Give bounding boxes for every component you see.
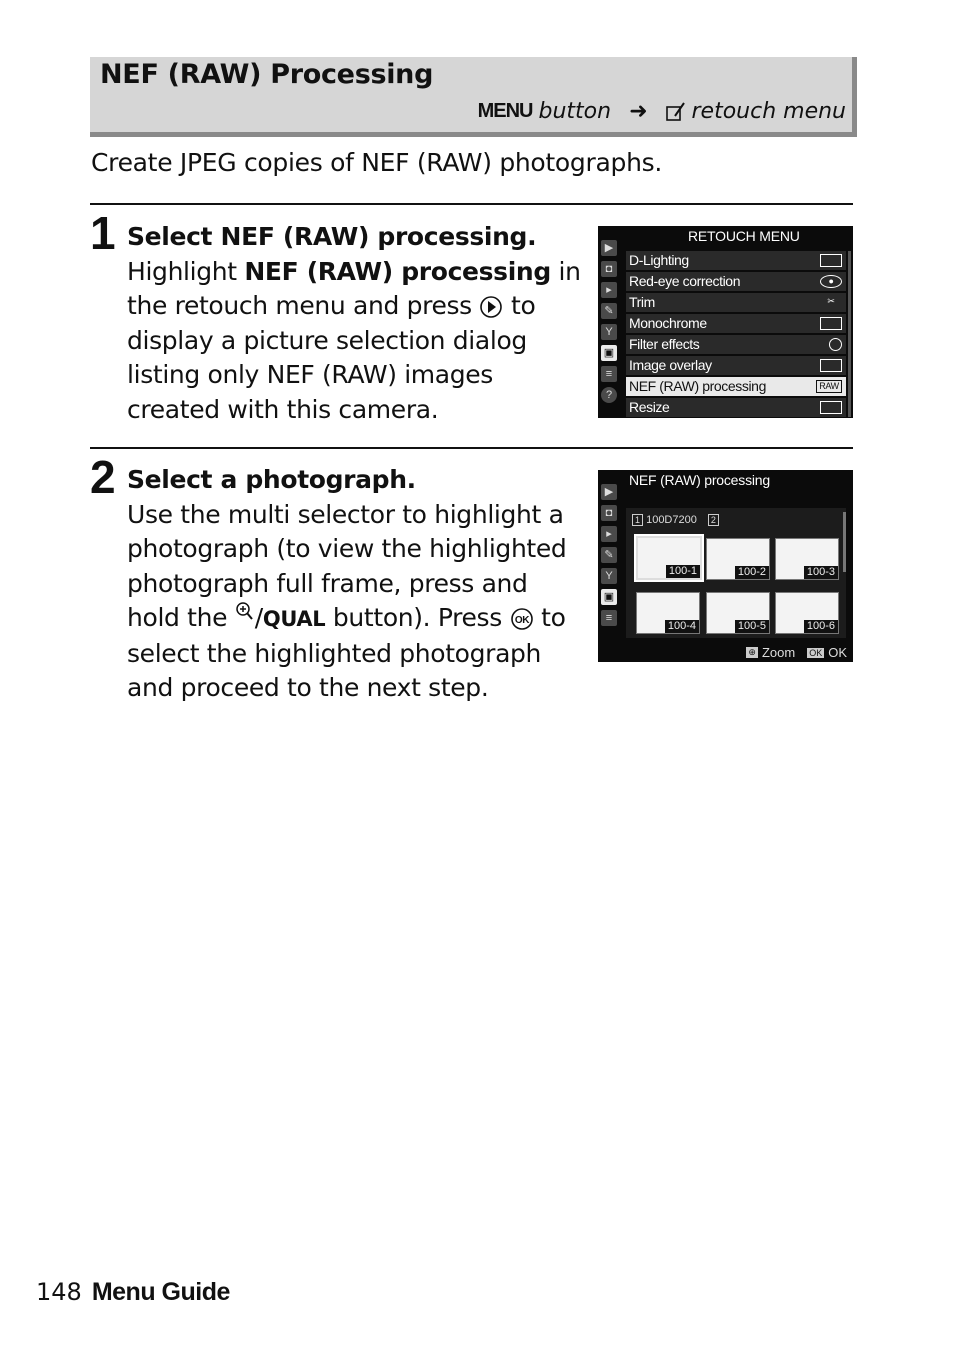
- thumbnail[interactable]: [775, 592, 839, 634]
- step-2-heading: Select a photograph.: [127, 465, 416, 494]
- menu-sidebar: [598, 240, 620, 418]
- menu-item-red-eye[interactable]: [626, 272, 846, 291]
- step-1-text: [127, 220, 587, 427]
- zoom-icon: ⊕: [748, 647, 756, 657]
- thumbnail-label: 100-2: [735, 566, 769, 579]
- thumbnail[interactable]: [775, 538, 839, 580]
- screen-title: RETOUCH MENU: [688, 228, 800, 244]
- ok-badge: OK: [809, 647, 823, 658]
- screen-title: NEF (RAW) processing: [629, 472, 770, 488]
- button-word: button: [538, 99, 612, 124]
- playback-icon: ▶: [601, 240, 617, 256]
- page-title: NEF (RAW) Processing: [100, 59, 434, 90]
- thumbnail[interactable]: [706, 592, 770, 634]
- step-2-text: Select a photograph. Use the multi selector to highlight a photograph (to view the highlighted photograph full frame, press and hold the /QUAL button). Press OK to select the highlighted photograph and proceed to the next step.: [127, 465, 567, 702]
- zoom-label: Zoom: [761, 645, 796, 660]
- retouch-menu-icon: [666, 102, 686, 122]
- camera-icon: ◘: [601, 261, 617, 277]
- menu-item-label: Trim: [629, 294, 655, 310]
- step-2-body-2: button). Press: [325, 603, 510, 632]
- step-1-body-bold: NEF (RAW) processing: [244, 256, 551, 286]
- folder-name: 100D7200: [646, 514, 697, 526]
- menu-item-resize[interactable]: [626, 398, 846, 417]
- svg-text:OK: OK: [514, 615, 529, 626]
- scissors-icon: ✂: [827, 296, 835, 306]
- thumbnail-label: 100-6: [804, 620, 838, 633]
- page-number: 148: [36, 1278, 82, 1306]
- screen-footer: [746, 645, 847, 660]
- multi-selector-right-icon: [479, 295, 503, 319]
- playback-icon: ▶: [601, 484, 617, 500]
- intro-text: Create JPEG copies of NEF (RAW) photographs.: [91, 148, 662, 177]
- scrollbar[interactable]: [848, 251, 851, 417]
- movie-icon: ▸: [601, 526, 617, 542]
- section-name: Menu Guide: [91, 1278, 230, 1306]
- thumbnail-label: 100-4: [665, 620, 699, 633]
- menu-sidebar: [598, 484, 620, 662]
- raw-icon: RAW: [816, 380, 842, 393]
- thumbnail[interactable]: [706, 538, 770, 580]
- page-footer: [36, 1278, 230, 1307]
- section-header: [90, 57, 857, 137]
- card-slot-icon: 1: [632, 514, 643, 526]
- step-1-body-1: Highlight: [127, 256, 245, 286]
- qual-label: QUAL: [262, 607, 326, 631]
- menu-item-nef-raw-processing[interactable]: [626, 377, 846, 396]
- menu-item-label: Red-eye correction: [629, 273, 741, 289]
- d-lighting-icon: [820, 254, 842, 267]
- menu-path: [478, 99, 846, 124]
- step-2-body-1: Use the multi selector to highlight a photograph (to view the highlighted photograph full frame, press and hold the: [127, 499, 567, 632]
- menu-item-d-lighting[interactable]: [626, 251, 846, 270]
- step-2-number: 2: [90, 451, 116, 503]
- wrench-icon: Y: [601, 324, 617, 340]
- pencil-icon: ✎: [601, 547, 617, 563]
- menu-item-filter-effects[interactable]: [626, 335, 846, 354]
- divider: [90, 447, 853, 449]
- camera-icon: ◘: [601, 505, 617, 521]
- menu-item-label: Image overlay: [629, 357, 712, 373]
- thumbnail-label: 100-3: [804, 566, 838, 579]
- overlay-icon: [820, 359, 842, 372]
- menu-item-label: D-Lighting: [629, 252, 689, 268]
- menu-item-label: Resize: [629, 399, 670, 415]
- thumbnail-panel: [626, 508, 846, 638]
- my-menu-icon: ≡: [601, 366, 617, 382]
- menu-item-trim[interactable]: [626, 293, 846, 312]
- ok-button-icon: [510, 607, 534, 631]
- step-1-number: 1: [90, 207, 116, 259]
- step-1-body-3: to display a picture selection dialog listing only NEF (RAW) images created with this camera.: [127, 291, 536, 424]
- step-2-body-3: to select the highlighted photograph and proceed to the next step.: [127, 603, 566, 702]
- help-icon: ?: [601, 387, 617, 403]
- resize-icon: [820, 401, 842, 414]
- step-1-heading-bold: NEF (RAW) processing.: [220, 222, 537, 251]
- retouch-menu-screen: [598, 226, 853, 418]
- monochrome-icon: [820, 317, 842, 330]
- menu-item-label: NEF (RAW) processing: [629, 378, 766, 394]
- scrollbar[interactable]: [843, 512, 846, 572]
- menu-item-label: Filter effects: [629, 336, 700, 352]
- wrench-icon: Y: [601, 568, 617, 584]
- step-1-heading-prefix: Select: [127, 222, 221, 251]
- thumbnail[interactable]: [636, 592, 700, 634]
- menu-button-label: MENU: [477, 100, 533, 122]
- thumbnail-label: 100-5: [735, 620, 769, 633]
- retouch-menu-label: retouch menu: [691, 99, 846, 124]
- folder-info: [632, 514, 719, 526]
- step-1-body-2: in the retouch menu and press: [127, 256, 581, 320]
- ok-label: OK: [828, 645, 847, 660]
- divider: [90, 203, 853, 205]
- zoom-in-icon: [235, 601, 255, 625]
- menu-item-label: Monochrome: [629, 315, 707, 331]
- retouch-icon: ▣: [601, 589, 617, 605]
- menu-item-monochrome[interactable]: [626, 314, 846, 333]
- eye-icon: ●: [820, 275, 842, 288]
- arrow-icon: ➜: [629, 99, 648, 124]
- menu-item-image-overlay[interactable]: [626, 356, 846, 375]
- thumbnail[interactable]: [636, 536, 702, 580]
- thumbnail-label: 100-1: [666, 565, 700, 578]
- my-menu-icon: ≡: [601, 610, 617, 626]
- nef-processing-screen: [598, 470, 853, 662]
- retouch-icon: ▣: [601, 345, 617, 361]
- slot-badge: 2: [708, 514, 719, 526]
- movie-icon: ▸: [601, 282, 617, 298]
- filter-icon: [829, 338, 842, 351]
- pencil-icon: ✎: [601, 303, 617, 319]
